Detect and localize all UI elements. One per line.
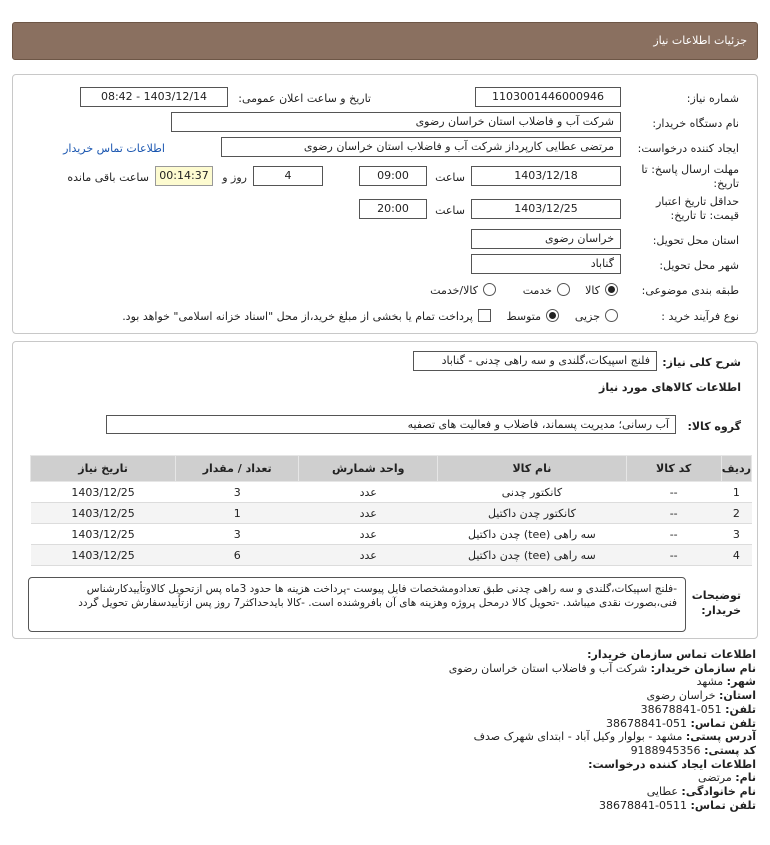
contact-fax-value: 051-38678841 xyxy=(606,716,688,730)
summary-label: شرح کلی نیاز: xyxy=(662,356,741,369)
validity-label-1: حداقل تاریخ اعتبار xyxy=(655,195,739,208)
purchase-option-medium: متوسط xyxy=(506,310,541,323)
validity-date-field: 1403/12/25 xyxy=(471,199,621,219)
cell-date: 1403/12/25 xyxy=(31,503,176,524)
contact-city-value: مشهد xyxy=(696,675,724,689)
need-number-field: 1103001446000946 xyxy=(475,87,621,107)
cell-qty: 1 xyxy=(176,503,299,524)
cell-unit: عدد xyxy=(299,503,438,524)
contact-title: اطلاعات تماس سازمان خریدار: xyxy=(587,648,756,661)
cell-name: کانکتور چدن داکتیل xyxy=(438,503,626,524)
category-option-goods-service: کالا/خدمت xyxy=(430,284,478,297)
cell-date: 1403/12/25 xyxy=(31,482,176,503)
creator-info-title: اطلاعات ایجاد کننده درخواست: xyxy=(588,757,756,771)
contact-postal-value: 9188945356 xyxy=(630,743,701,757)
col-name: نام کالا xyxy=(438,456,626,482)
description-label-1: توضیحات xyxy=(691,589,741,602)
province-field: خراسان رضوی xyxy=(471,229,621,249)
province-label: استان محل تحویل: xyxy=(652,234,739,247)
description-label-2: خریدار: xyxy=(701,604,741,617)
deadline-label-2: تاریخ: xyxy=(713,177,739,190)
cell-unit: عدد xyxy=(299,482,438,503)
creator-phone-value: 0511-38678841 xyxy=(599,798,688,812)
contact-org-label: نام سازمان خریدار: xyxy=(650,661,756,675)
deadline-time-label: ساعت xyxy=(435,171,465,184)
col-qty: تعداد / مقدار xyxy=(176,456,299,482)
goods-group-label: گروه کالا: xyxy=(687,420,741,433)
deadline-time-field: 09:00 xyxy=(359,166,427,186)
contact-address-value: مشهد - بولوار وکیل آباد - ابتدای شهرک صدف xyxy=(473,730,683,744)
cell-row: 1 xyxy=(721,482,751,503)
cell-code: -- xyxy=(626,524,721,545)
creator-name-value: مرتضی xyxy=(698,771,732,785)
validity-time-label: ساعت xyxy=(435,204,465,217)
contact-province-value: خراسان رضوی xyxy=(646,689,716,703)
category-radio-goods-service[interactable] xyxy=(483,283,496,296)
creator-label: ایجاد کننده درخواست: xyxy=(637,142,739,155)
description-box: -فلنج اسپیکات،گلندی و سه راهی چدنی طبق تعدادومشخصات فایل پیوست -پرداخت هزینه ها حدود 3ماه پس ازتحویل کالاوتأییدکارشناس فنی،بصورت نقدی میباشد. -تحویل کالا درمحل پروژه وهزینه های آن بافروشنده است. -کالا بایدحداکثر7 روز پس ازتأییدسفارش تحویل گردد xyxy=(28,577,686,632)
cell-code: -- xyxy=(626,482,721,503)
category-option-service: خدمت xyxy=(522,284,552,297)
deadline-label-1: مهلت ارسال پاسخ: تا xyxy=(641,163,739,176)
cell-code: -- xyxy=(626,503,721,524)
items-panel xyxy=(12,341,758,639)
items-table-header xyxy=(31,456,752,482)
table-row xyxy=(31,524,752,545)
contact-section xyxy=(16,648,756,812)
contact-postal-label: کد پستی: xyxy=(704,743,756,757)
cell-name: سه راهی (tee) چدن داکتیل xyxy=(438,524,626,545)
goods-group-field: آب رسانی؛ مدیریت پسماند، فاضلاب و فعالیت های تصفیه xyxy=(106,415,676,434)
contact-phone-label: تلفن: xyxy=(725,702,756,716)
col-code: کد کالا xyxy=(626,456,721,482)
creator-phone-label: تلفن تماس: xyxy=(690,798,756,812)
treasury-checkbox[interactable] xyxy=(478,309,491,322)
purchase-radio-medium[interactable] xyxy=(546,309,559,322)
cell-qty: 3 xyxy=(176,482,299,503)
page-title: جزئیات اطلاعات نیاز xyxy=(653,34,747,47)
col-unit: واحد شمارش xyxy=(299,456,438,482)
category-option-goods: کالا xyxy=(585,284,600,297)
remaining-time-field: 00:14:37 xyxy=(155,166,213,186)
category-label: طبقه بندی موضوعی: xyxy=(641,284,739,297)
days-field: 4 xyxy=(253,166,323,186)
need-number-label: شماره نیاز: xyxy=(686,92,739,105)
city-label: شهر محل تحویل: xyxy=(659,259,739,272)
col-row: ردیف xyxy=(721,456,751,482)
creator-family-label: نام خانوادگی: xyxy=(681,785,756,799)
buyer-field: شرکت آب و فاضلاب استان خراسان رضوی xyxy=(171,112,621,132)
announce-field: 1403/12/14 - 08:42 xyxy=(80,87,228,107)
contact-fax-label: تلفن تماس: xyxy=(690,716,756,730)
purchase-radio-minor[interactable] xyxy=(605,309,618,322)
table-row xyxy=(31,503,752,524)
cell-qty: 6 xyxy=(176,545,299,566)
cell-row: 3 xyxy=(721,524,751,545)
creator-name-label: نام: xyxy=(735,771,756,785)
col-date: تاریخ نیاز xyxy=(31,456,176,482)
cell-code: -- xyxy=(626,545,721,566)
goods-info-title: اطلاعات کالاهای مورد نیاز xyxy=(599,381,741,394)
days-label: روز و xyxy=(222,171,247,184)
cell-name: کانکتور چدنی xyxy=(438,482,626,503)
table-row xyxy=(31,545,752,566)
need-details-panel xyxy=(12,74,758,334)
contact-address-label: آدرس پستی: xyxy=(685,730,756,744)
cell-row: 4 xyxy=(721,545,751,566)
purchase-option-minor: جزیی xyxy=(574,310,600,323)
contact-org-value: شرکت آب و فاضلاب استان خراسان رضوی xyxy=(448,661,648,675)
remaining-label: ساعت باقی مانده xyxy=(67,171,149,184)
contact-province-label: استان: xyxy=(719,689,756,703)
table-row xyxy=(31,482,752,503)
validity-time-field: 20:00 xyxy=(359,199,427,219)
cell-unit: عدد xyxy=(299,545,438,566)
cell-date: 1403/12/25 xyxy=(31,545,176,566)
page-header xyxy=(12,22,758,60)
cell-qty: 3 xyxy=(176,524,299,545)
treasury-note: پرداخت تمام یا بخشی از مبلغ خرید،از محل "اسناد خزانه اسلامی" خواهد بود. xyxy=(122,310,473,323)
announce-label: تاریخ و ساعت اعلان عمومی: xyxy=(238,92,371,105)
contact-city-label: شهر: xyxy=(726,675,756,689)
cell-date: 1403/12/25 xyxy=(31,524,176,545)
category-radio-service[interactable] xyxy=(557,283,570,296)
deadline-date-field: 1403/12/18 xyxy=(471,166,621,186)
buyer-contact-link[interactable]: اطلاعات تماس خریدار xyxy=(63,142,165,155)
category-radio-goods[interactable] xyxy=(605,283,618,296)
summary-field: فلنج اسپیکات،گلندی و سه راهی چدنی - گناباد xyxy=(413,351,657,371)
cell-unit: عدد xyxy=(299,524,438,545)
contact-phone-value: 051-38678841 xyxy=(640,702,722,716)
validity-label-2: قیمت: تا تاریخ: xyxy=(670,209,739,222)
items-table xyxy=(30,455,752,566)
creator-field: مرتضی عطایی کارپرداز شرکت آب و فاضلاب استان خراسان رضوی xyxy=(221,137,621,157)
purchase-label: نوع فرآیند خرید : xyxy=(661,310,739,323)
city-field: گناباد xyxy=(471,254,621,274)
creator-family-value: عطایی xyxy=(646,785,678,799)
cell-row: 2 xyxy=(721,503,751,524)
cell-name: سه راهی (tee) چدن داکتیل xyxy=(438,545,626,566)
buyer-label: نام دستگاه خریدار: xyxy=(652,117,739,130)
